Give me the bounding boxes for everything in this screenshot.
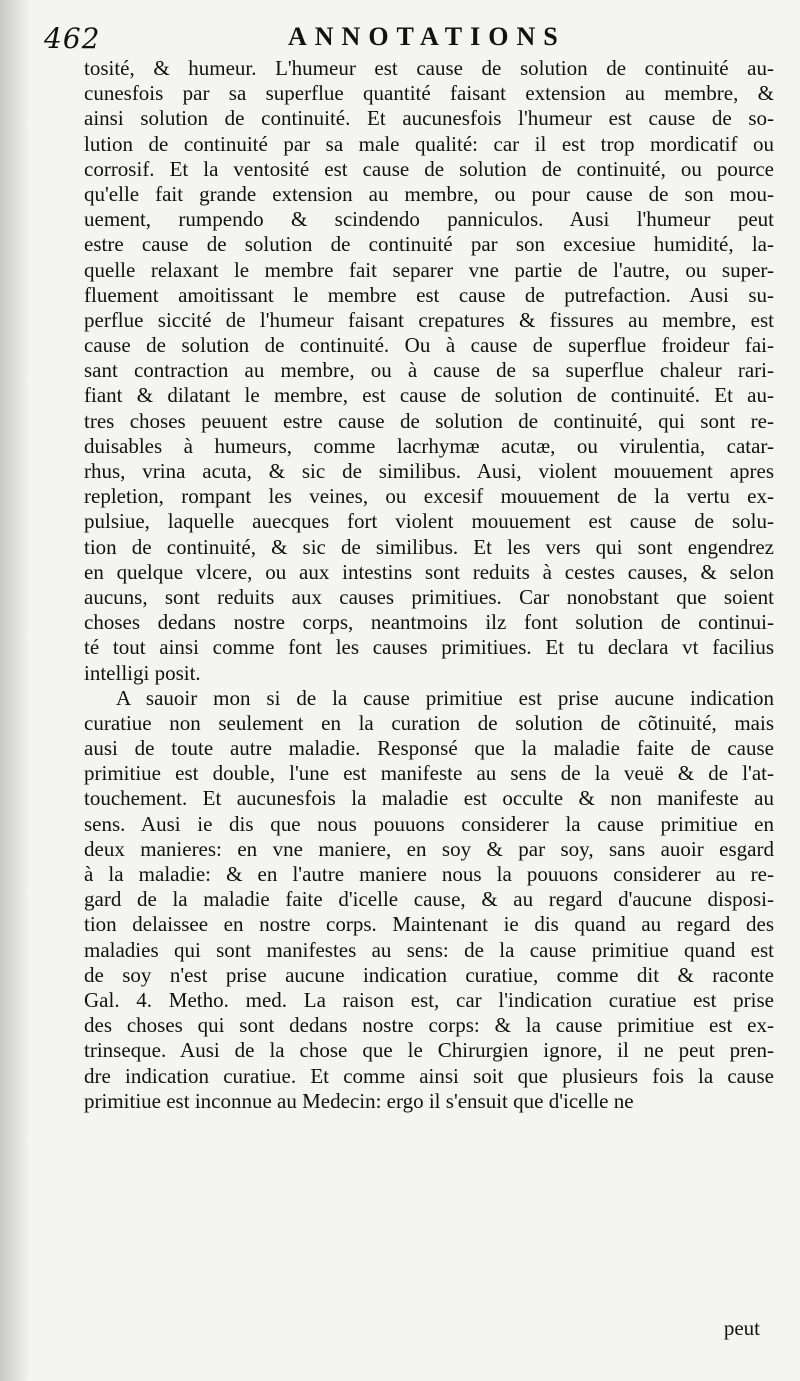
text-line: tion delaissee en nostre corps. Maintenant ie dis quand au regard des xyxy=(84,912,774,937)
text-line: de soy n'est prise aucune indication curatiue, comme dit & raconte xyxy=(84,962,774,987)
text-line: qu'elle fait grande extension au membre, ou pour cause de son mou- xyxy=(84,181,774,206)
page-number: 462 xyxy=(44,22,101,55)
text-line: choses dedans nostre corps, neantmoins ilz font solution de continui- xyxy=(84,610,774,635)
text-line: estre cause de solution de continuité par son excesiue humidité, la- xyxy=(84,232,774,257)
text-line: corrosif. Et la ventosité est cause de solution de continuité, ou pource xyxy=(84,156,774,181)
text-line: rhus, vrina acuta, & sic de similibus. Ausi, violent mouuement apres xyxy=(84,459,774,483)
catchword: peut xyxy=(723,1316,760,1340)
text-line: tosité, & humeur. L'humeur est cause de solution de continuité au- xyxy=(84,56,774,80)
text-line: primitiue est double, l'une est manifeste au sens de la veuë & de l'at- xyxy=(84,761,774,786)
text-line: sens. Ausi ie dis que nous pouuons considerer la cause primitiue en xyxy=(84,811,774,836)
text-line: tion de continuité, & sic de similibus. Et les vers qui sont engendrez xyxy=(84,534,774,559)
text-line: repletion, rompant les veines, ou excesif mouuement de la vertu ex- xyxy=(84,484,774,509)
text-line: ausi de toute autre maladie. Responsé que la maladie faite de cause xyxy=(84,736,774,761)
running-title: ANNOTATIONS xyxy=(288,22,566,51)
text-line: dre indication curatiue. Et comme ainsi soit que plusieurs fois la cause xyxy=(84,1063,774,1088)
text-line: à la maladie: & en l'autre maniere nous la pouuons considerer au re- xyxy=(84,862,774,886)
text-line: aucuns, sont reduits aux causes primitiues. Car nonobstant que soient xyxy=(84,584,774,609)
text-line: fiant & dilatant le membre, est cause de solution de continuité. Et au- xyxy=(84,383,774,408)
text-line: duisables à humeurs, comme lacrhymæ acutæ, ou virulentia, catar- xyxy=(84,433,774,458)
text-line: fluement amoitissant le membre est cause de putrefaction. Ausi su- xyxy=(84,282,774,307)
text-line: gard de la maladie faite d'icelle cause, & au regard d'aucune disposi- xyxy=(84,887,774,912)
text-line: deux manieres: en vne maniere, en soy & par soy, sans auoir esgard xyxy=(84,836,774,861)
text-line: maladies qui sont manifestes au sens: de la cause primitiue quand est xyxy=(84,937,774,962)
text-line: pulsiue, laquelle auecques fort violent mouuement est cause de solu- xyxy=(84,509,774,534)
text-line: touchement. Et aucunesfois la maladie est occulte & non manifeste au xyxy=(84,786,774,811)
text-line: sant contraction au membre, ou à cause de sa superflue chaleur rari- xyxy=(84,358,774,383)
text-line: primitiue est inconnue au Medecin: ergo il s'ensuit que d'icelle ne xyxy=(84,1088,634,1113)
text-line: lution de continuité par sa male qualité: car il est trop mordicatif ou xyxy=(84,131,774,156)
body-text xyxy=(84,56,774,1114)
text-line: Gal. 4. Metho. med. La raison est, car l'indication curatiue est prise xyxy=(84,987,774,1012)
text-line: trinseque. Ausi de la chose que le Chirurgien ignore, il ne peut pren- xyxy=(84,1038,774,1063)
text-line: uement, rumpendo & scindendo panniculos. Ausi l'humeur peut xyxy=(84,207,774,232)
text-line: A sauoir mon si de la cause primitiue est prise aucune indication xyxy=(116,685,774,710)
text-line: perflue siccité de l'humeur faisant crepatures & fissures au membre, est xyxy=(84,307,774,332)
text-line: cause de solution de continuité. Ou à cause de superflue froideur fai- xyxy=(84,333,774,358)
text-line: té tout ainsi comme font les causes primitiues. Et tu declara vt facilius xyxy=(84,635,774,660)
text-line: intelligi posit. xyxy=(84,660,201,685)
text-line: tres choses peuuent estre cause de solution de continuité, qui sont re- xyxy=(84,408,774,433)
text-line: des choses qui sont dedans nostre corps: & la cause primitiue est ex- xyxy=(84,1013,774,1038)
text-line: curatiue non seulement en la curation de solution de cõtinuité, mais xyxy=(84,710,774,735)
text-line: ainsi solution de continuité. Et aucunesfois l'humeur est cause de so- xyxy=(84,106,774,131)
text-line: cunesfois par sa superflue quantité faisant extension au membre, & xyxy=(84,81,774,106)
gutter-shadow xyxy=(0,0,30,1381)
text-line: quelle relaxant le membre fait separer vne partie de l'autre, ou super- xyxy=(84,257,774,282)
running-head xyxy=(44,22,760,55)
text-line: en quelque vlcere, ou aux intestins sont reduits à cestes causes, & selon xyxy=(84,559,774,584)
